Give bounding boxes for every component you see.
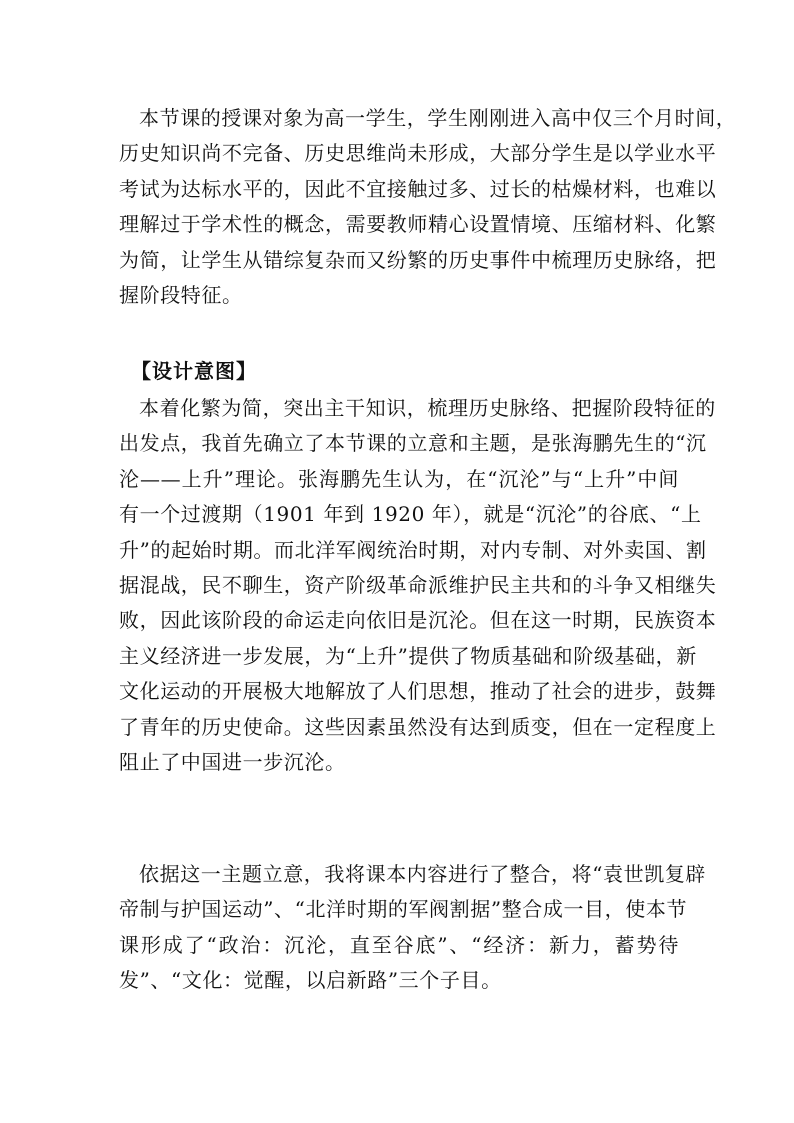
text-line: 沦——上升”理论。张海鹏先生认为，在“沉沦”与“上升”中间	[119, 466, 679, 491]
text-line: 阻止了中国进一步沉沦。	[119, 750, 346, 775]
text-line: 出发点，我首先确立了本节课的立意和主题，是张海鹏先生的“沉	[119, 431, 707, 456]
text-line: 历史知识尚不完备、历史思维尚未形成，大部分学生是以学业水平	[119, 141, 717, 166]
text-line: 了青年的历史使命。这些因素虽然没有达到质变，但在一定程度上	[119, 714, 717, 739]
text-line: 据混战，民不聊生，资产阶级革命派维护民主共和的斗争又相继失	[119, 573, 717, 598]
text-line: 为简，让学生从错综复杂而又纷繁的历史事件中梳理历史脉络，把	[119, 247, 717, 272]
paragraph-content-integration	[119, 857, 707, 999]
text-line: 败，因此该阶段的命运走向依旧是沉沦。但在这一时期，民族资本	[119, 608, 717, 633]
text-line: 发”、“文化：觉醒，以启新路”三个子目。	[119, 968, 502, 993]
text-line: 握阶段特征。	[119, 283, 243, 308]
text-line: 升”的起始时期。而北洋军阀统治时期，对内专制、对外卖国、割	[119, 537, 707, 562]
text-line: 依据这一主题立意，我将课本内容进行了整合，将“袁世凯复辟	[139, 862, 707, 886]
text-line: 有一个过渡期（1901 年到 1920 年），就是“沉沦”的谷底、“上	[119, 502, 702, 527]
text-line: 本节课的授课对象为高一学生，学生刚刚进入高中仅三个月时间，	[139, 106, 737, 130]
text-line: 理解过于学术性的概念，需要教师精心设置情境、压缩材料、化繁	[119, 212, 717, 237]
paragraph-design-intent	[119, 391, 717, 780]
text-line: 文化运动的开展极大地解放了人们思想，推动了社会的进步，鼓舞	[119, 679, 717, 704]
text-line: 考试为达标水平的，因此不宜接触过多、过长的枯燥材料，也难以	[119, 176, 717, 201]
paragraph-student-analysis	[119, 101, 737, 313]
text-line: 本着化繁为简，突出主干知识，梳理历史脉络、把握阶段特征的	[139, 396, 716, 420]
section-heading: 【设计意图】	[131, 359, 257, 383]
text-line: 主义经济进一步发展，为“上升”提供了物质基础和阶级基础，新	[119, 643, 697, 668]
text-line: 课形成了“政治：沉沦，直至谷底”、“经济：新力，蓄势待	[119, 932, 679, 957]
text-line: 帝制与护国运动”、“北洋时期的军阀割据”整合成一目，使本节	[119, 897, 688, 922]
